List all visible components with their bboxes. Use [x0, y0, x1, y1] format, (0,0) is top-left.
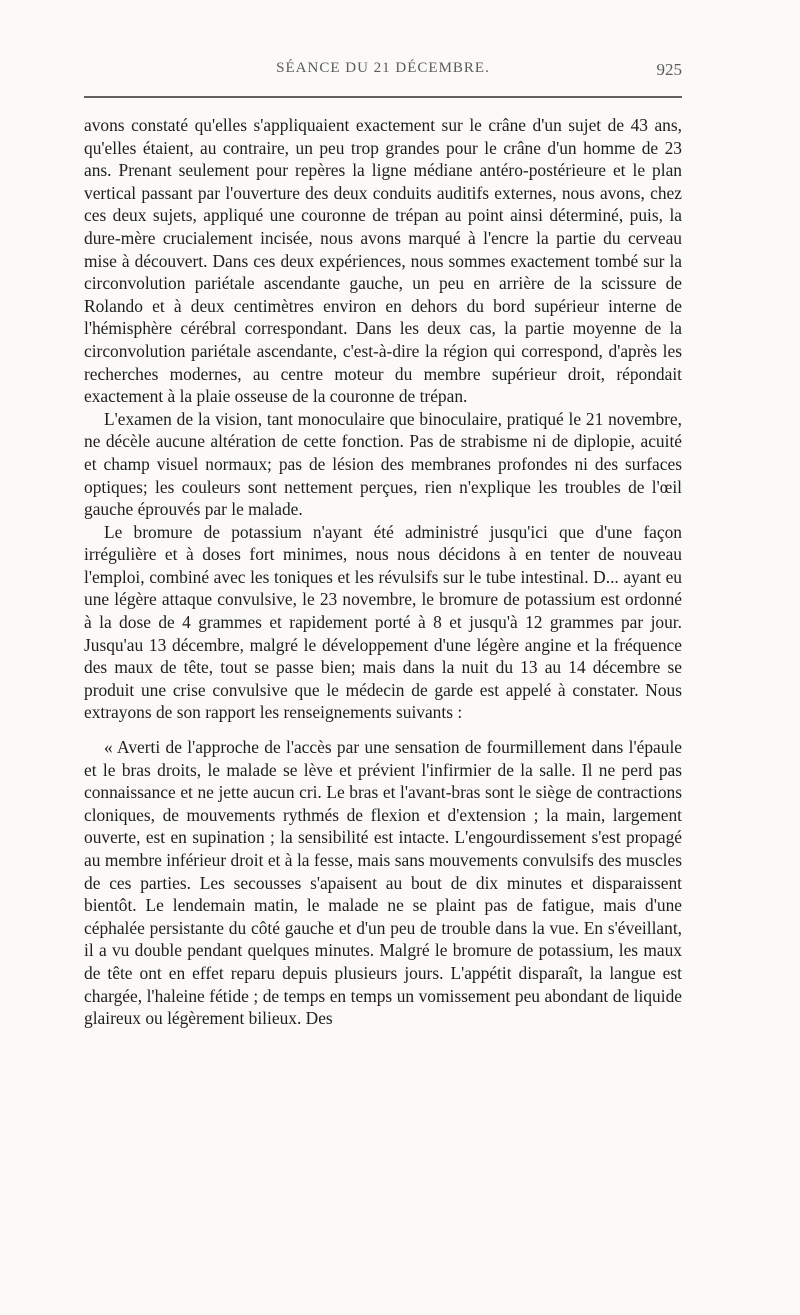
book-page — [84, 60, 682, 1030]
page-number: 925 — [656, 60, 682, 79]
paragraph-vision-exam: L'examen de la vision, tant monoculaire que binoculaire, pratiqué le 21 novembre, ne décèle aucune altération de cette fonction. Pas de strabisme ni de diplopie, acuité et champ visuel normaux; pas de lésion des membranes profondes ni des surfaces optiques; les couleurs sont nettement perçues, rien n'explique les troubles de l'œil gauche éprouvés par le malade. — [84, 408, 682, 520]
running-header — [84, 60, 682, 86]
header-rule — [84, 96, 682, 98]
paragraph-continued: avons constaté qu'elles s'appliquaient exactement sur le crâne d'un sujet de 43 ans, qu'elles étaient, au contraire, un peu trop grandes pour le crâne d'un homme de 23 ans. Prenant seulement pour repères la ligne médiane antéro-postérieure et le plan vertical passant par l'ouverture des deux conduits auditifs externes, nous avons, chez ces deux sujets, appliqué une couronne de trépan au point ainsi déterminé, puis, la dure-mère crucialement incisée, nous avons marqué à l'encre la partie du cerveau mise à découvert. Dans ces deux expériences, nous sommes exactement tombé sur la circonvolution pariétale ascendante gauche, un peu en arrière de la scissure de Rolando et à deux centimètres environ en dehors du bord supérieur interne de l'hémisphère cérébral correspondant. Dans les deux cas, la partie moyenne de la circonvolution pariétale ascendante, c'est-à-dire la région qui correspond, d'après les recherches modernes, au centre moteur du membre supérieur droit, répondait exactement à la plaie osseuse de la couronne de trépan. — [84, 115, 682, 407]
paragraph-bromide-treatment: Le bromure de potassium n'ayant été administré jusqu'ici que d'une façon irrégulière et à doses fort minimes, nous nous décidons à en tenter de nouveau l'emploi, combiné avec les toniques et les révulsifs sur le tube intestinal. D... ayant eu une légère attaque convulsive, le 23 novembre, le bromure de potassium est ordonné à la dose de 4 grammes et rapidement porté à 8 et jusqu'à 12 grammes par jour. Jusqu'au 13 décembre, malgré le développement d'une légère angine et la fréquence des maux de tête, tout se passe bien; mais dans la nuit du 13 au 14 décembre se produit une crise convulsive que le médecin de garde est appelé à constater. Nous extrayons de son rapport les renseignements suivants : — [84, 521, 682, 723]
paragraph-quoted-report: « Averti de l'approche de l'accès par une sensation de fourmillement dans l'épaule et le bras droits, le malade se lève et prévient l'infirmier de la salle. Il ne perd pas connaissance et ne jette aucun cri. Le bras et l'avant-bras sont le siège de contractions cloniques, de mouvements rythmés de flexion et d'extension ; la main, largement ouverte, est en supination ; la sensibilité est intacte. L'engourdissement s'est propagé au membre inférieur droit et à la fesse, mais sans mouvements convulsifs des muscles de ces parties. Les secousses s'apaisent au bout de dix minutes et disparaissent bientôt. Le lendemain matin, le malade ne se plaint pas de fatigue, mais d'une céphalée persistante du côté gauche et d'un peu de trouble dans la vue. En s'éveillant, il a vu double pendant quelques minutes. Malgré le bromure de potassium, les maux de tête ont en effet reparu depuis plusieurs jours. L'appétit disparaît, la langue est chargée, l'haleine fétide ; de temps en temps un vomissement peu abondant de liquide glaireux ou légèrement bilieux. Des — [84, 737, 682, 1029]
body-text — [84, 114, 682, 1030]
running-title: SÉANCE DU 21 DÉCEMBRE. — [276, 60, 490, 76]
